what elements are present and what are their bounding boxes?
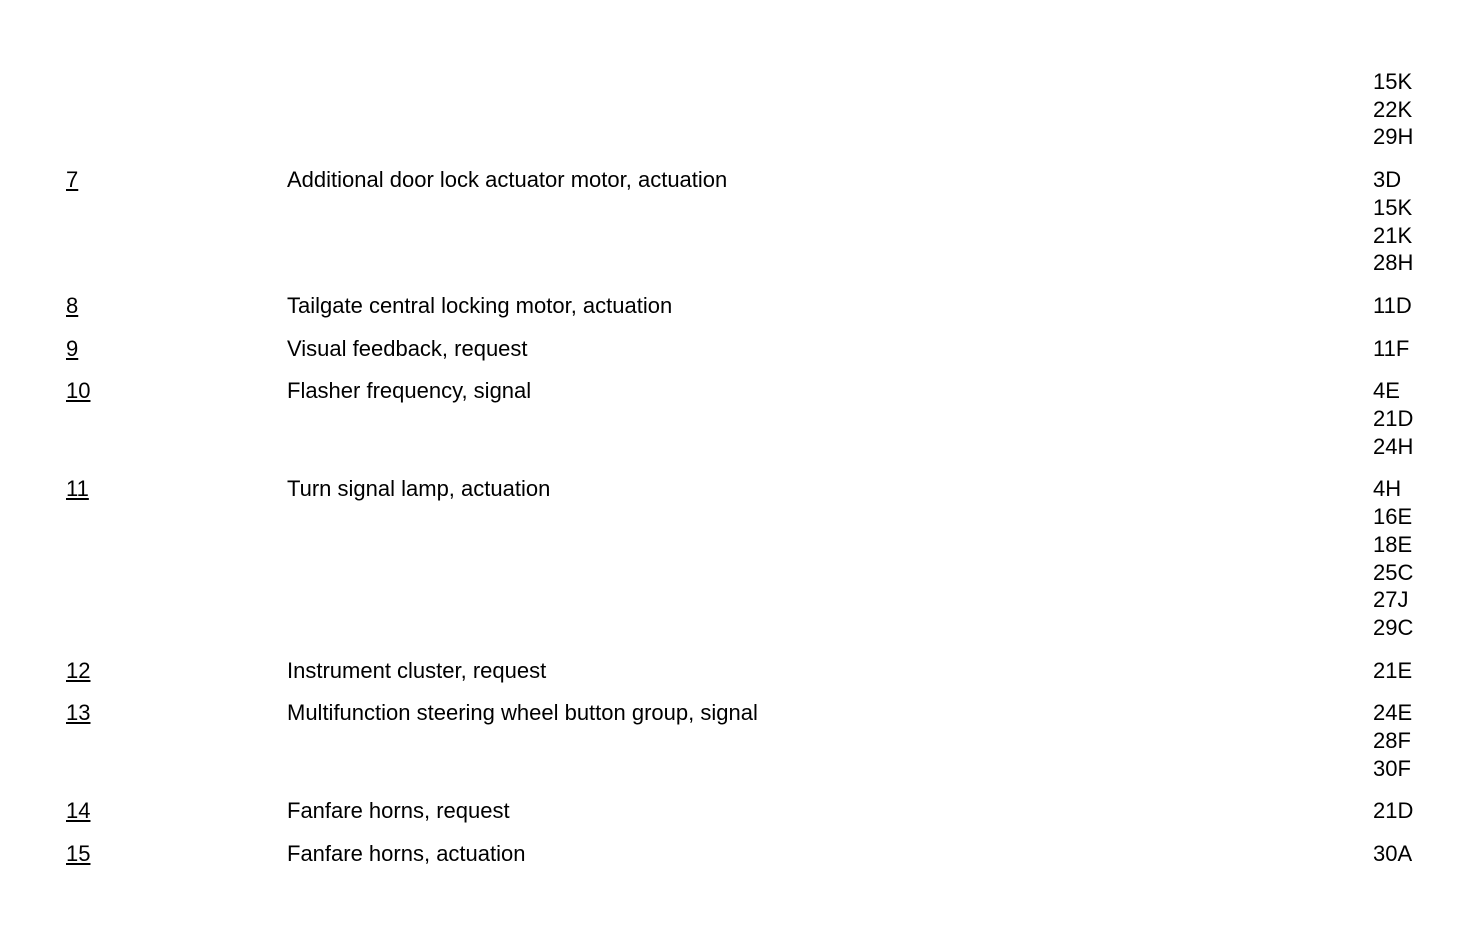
grid-ref: 21D [1373,406,1414,432]
grid-ref: 18E [1373,531,1413,557]
grid-refs [1373,657,1472,700]
grid-ref: 21D [1373,798,1414,824]
item-description: Instrument cluster, request [287,657,547,683]
table-row [0,166,1472,292]
grid-ref: 28H [1373,250,1414,276]
item-number-link[interactable]: 13 [66,700,91,726]
item-number-link[interactable]: 12 [66,657,91,683]
item-description: Flasher frequency, signal [287,378,532,404]
grid-ref: 28F [1373,728,1411,754]
table-row [0,699,1472,797]
table-row [0,68,1472,166]
grid-ref: 29C [1373,614,1414,640]
grid-refs [1373,335,1472,378]
grid-ref: 27J [1373,587,1409,613]
grid-ref: 15K [1373,69,1413,94]
grid-ref: 4E [1373,378,1400,404]
grid-ref: 24E [1373,700,1413,726]
grid-ref: 4H [1373,476,1402,502]
grid-ref: 11D [1373,292,1412,318]
grid-ref: 22K [1373,96,1413,122]
grid-ref: 30F [1373,755,1411,781]
item-description: Turn signal lamp, actuation [287,476,551,502]
table-row [0,475,1472,656]
grid-refs [1373,797,1472,840]
item-number-link[interactable]: 7 [66,167,79,193]
grid-ref: 30A [1373,841,1413,867]
table-row [0,840,1472,883]
table-row [0,377,1472,475]
item-description: Additional door lock actuator motor, actuation [287,167,728,193]
table-row [0,797,1472,840]
grid-ref: 3D [1373,167,1402,193]
grid-refs [1373,377,1472,475]
grid-ref: 16E [1373,504,1413,530]
item-number-link[interactable]: 15 [66,841,91,867]
grid-refs [1373,68,1472,166]
grid-ref: 21E [1373,657,1413,683]
grid-ref: 11F [1373,335,1410,361]
item-description: Visual feedback, request [287,335,528,361]
grid-ref: 24H [1373,433,1414,459]
grid-ref: 25C [1373,559,1414,585]
grid-refs [1373,475,1472,656]
table-row [0,335,1472,378]
grid-ref: 21K [1373,222,1413,248]
item-description: Fanfare horns, actuation [287,841,526,867]
item-number-link[interactable]: 9 [66,335,79,361]
table-row [0,292,1472,335]
grid-refs [1373,840,1472,883]
item-description: Tailgate central locking motor, actuation [287,292,673,318]
item-number-link[interactable]: 14 [66,798,91,824]
item-number-link[interactable]: 10 [66,378,91,404]
item-description: Fanfare horns, request [287,798,510,824]
grid-refs [1373,699,1472,797]
grid-ref: 29H [1373,124,1414,150]
grid-refs [1373,292,1472,335]
table-row [0,657,1472,700]
legend-table [0,68,1472,883]
grid-ref: 15K [1373,194,1413,220]
grid-refs [1373,166,1472,292]
item-number-link[interactable]: 11 [66,476,89,502]
item-description: Multifunction steering wheel button group, signal [287,700,758,726]
item-number-link[interactable]: 8 [66,292,79,318]
